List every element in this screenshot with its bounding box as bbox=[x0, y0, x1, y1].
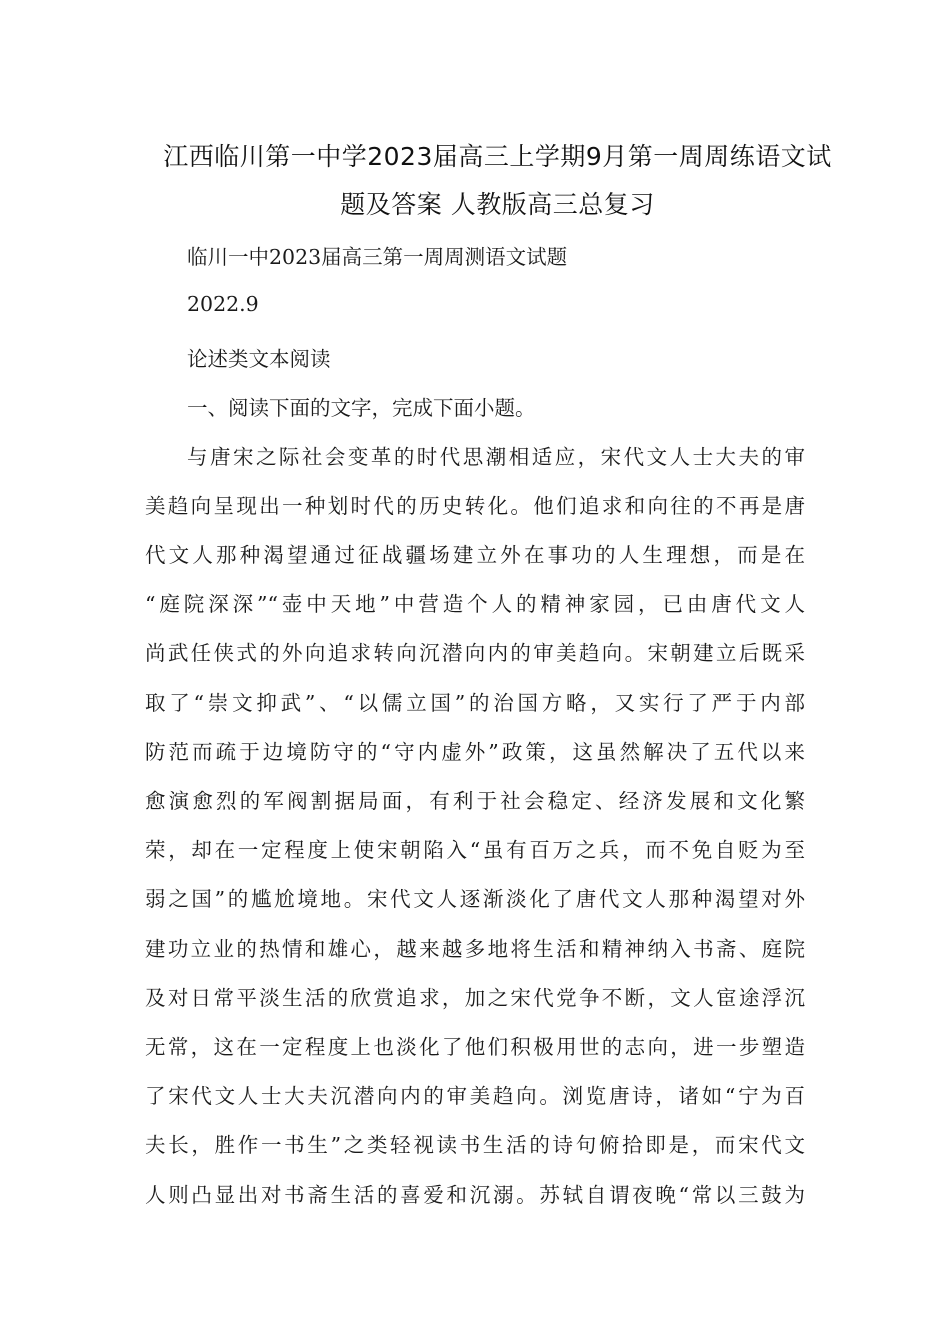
document-title-line-1: 江西临川第一中学2023届高三上学期9月第一周周练语文试 bbox=[163, 142, 832, 171]
paragraph-line: 愈演愈烈的军阀割据局面，有利于社会稳定、经济发展和文化繁 bbox=[145, 789, 805, 813]
paragraph-line: 与唐宋之际社会变革的时代思潮相适应，宋代文人士大夫的审 bbox=[187, 445, 805, 469]
paragraph-line: 建功立业的热情和雄心，越来越多地将生活和精神纳入书斋、庭院 bbox=[145, 937, 805, 961]
document-title-line-2: 题及答案 人教版高三总复习 bbox=[340, 190, 655, 219]
paragraph-line: 防范而疏于边境防守的“守内虚外”政策，这虽然解决了五代以来 bbox=[145, 740, 805, 764]
paragraph-line: 及对日常平淡生活的欣赏追求，加之宋代党争不断，文人宦途浮沉 bbox=[145, 986, 805, 1010]
paragraph-line: 尚武任侠式的外向追求转向沉潜向内的审美趋向。宋朝建立后既采 bbox=[145, 641, 805, 665]
paragraph-line: 美趋向呈现出一种划时代的历史转化。他们追求和向往的不再是唐 bbox=[145, 494, 805, 518]
paragraph-line: 代文人那种渴望通过征战疆场建立外在事功的人生理想，而是在 bbox=[145, 543, 805, 567]
paragraph-line: 人则凸显出对书斋生活的喜爱和沉溺。苏轼自谓夜晚“常以三鼓为 bbox=[145, 1183, 805, 1207]
exam-date: 2022.9 bbox=[187, 292, 259, 316]
paragraph-line: “庭院深深”“壶中天地”中营造个人的精神家园，已由唐代文人 bbox=[145, 592, 805, 616]
paragraph-line: 弱之国”的尴尬境地。宋代文人逐渐淡化了唐代文人那种渴望对外 bbox=[145, 887, 805, 911]
section-heading: 论述类文本阅读 bbox=[187, 347, 331, 371]
paragraph-line: 荣，却在一定程度上使宋朝陷入“虽有百万之兵，而不免自贬为至 bbox=[145, 838, 805, 862]
paragraph-line: 了宋代文人士大夫沉潜向内的审美趋向。浏览唐诗，诸如“宁为百 bbox=[145, 1084, 805, 1108]
paragraph-line: 无常，这在一定程度上也淡化了他们积极用世的志向，进一步塑造 bbox=[145, 1035, 805, 1059]
paragraph-line: 取了“崇文抑武”、“以儒立国”的治国方略，又实行了严于内部 bbox=[145, 691, 805, 715]
paragraph-line: 夫长，胜作一书生”之类轻视读书生活的诗句俯拾即是，而宋代文 bbox=[145, 1133, 805, 1157]
question-instruction: 一、阅读下面的文字，完成下面小题。 bbox=[187, 396, 536, 420]
exam-subtitle: 临川一中2023届高三第一周周测语文试题 bbox=[187, 245, 568, 269]
